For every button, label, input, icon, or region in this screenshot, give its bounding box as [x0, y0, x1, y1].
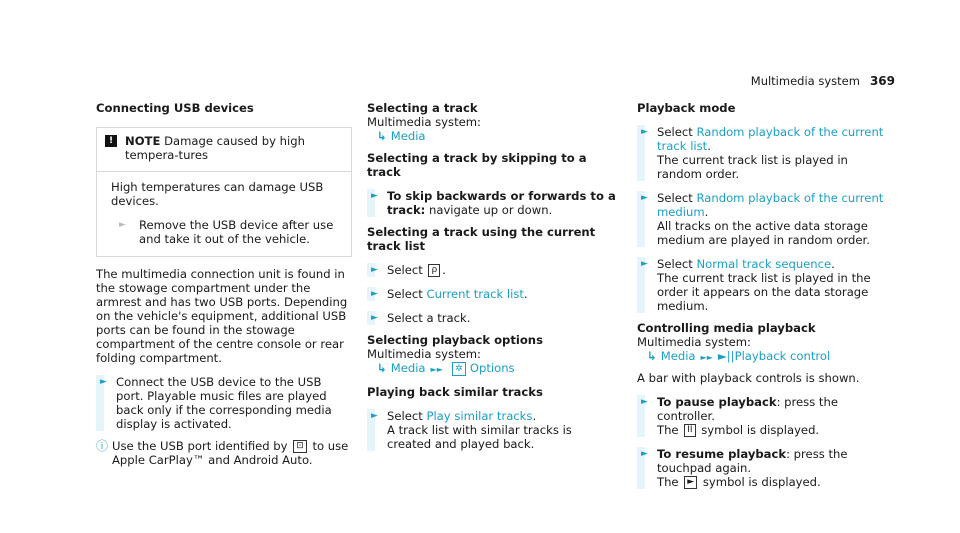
subheading: Playing back similar tracks — [367, 385, 543, 399]
step-arrow-icon: ► — [641, 397, 648, 407]
note-label: NOTE — [125, 134, 161, 148]
page-header — [751, 74, 895, 88]
subheading: Selecting playback options — [367, 333, 543, 347]
column-2 — [367, 101, 619, 451]
page-number: 369 — [869, 74, 895, 88]
divider — [97, 171, 351, 172]
subheading: Selecting a track using the current track list — [367, 225, 596, 253]
pause-icon: II — [684, 424, 695, 437]
section-title: Multimedia system — [750, 74, 860, 88]
step-arrow-icon: ► — [641, 193, 648, 203]
system-label: Multimedia system: — [367, 115, 481, 129]
double-chevron-icon: ►► — [430, 365, 443, 374]
subheading: Selecting a track by skipping to a track — [367, 151, 587, 179]
section-heading: Connecting USB devices — [96, 101, 254, 115]
step-pause: ► To pause playback: press the controller. The II symbol is displayed. — [637, 395, 895, 437]
step-resume: ► To resume playback: press the touchpad again. The ► symbol is displayed. — [637, 447, 895, 489]
step-arrow-icon: ► — [119, 220, 126, 230]
step-skip: ► To skip backwards or forwards to a track: navigate up or down. — [367, 189, 619, 217]
system-label: Multimedia system: — [637, 335, 751, 349]
note-box — [96, 127, 352, 257]
warning-icon: ! — [105, 135, 117, 147]
step-arrow-icon: ► — [371, 411, 378, 421]
step-arrow-icon: ► — [371, 191, 378, 201]
step-search: ► Select ρ . — [367, 263, 619, 277]
hint: ⓘ Use the USB port identified by ⊡ to use Apple CarPlay™ and Android Auto. — [96, 439, 349, 467]
menu-path: ↳ Media ►► ✲ Options — [377, 361, 515, 375]
controls-description: A bar with playback controls is shown. — [637, 371, 860, 385]
play-icon: ► — [684, 476, 697, 489]
path-hook-icon: ↳ — [377, 361, 387, 375]
step-arrow-icon: ► — [641, 449, 648, 459]
step-arrow-icon: ► — [641, 259, 648, 269]
path-hook-icon: ↳ — [647, 349, 657, 363]
menu-path: ↳ Media ►► ►||Playback control — [647, 349, 831, 363]
gear-icon: ✲ — [452, 362, 466, 376]
note-body: High temperatures can damage USB devices. — [111, 180, 324, 208]
step-mode-2: ► Select Random playback of the current medium. All tracks on the active data storage medium are played in random order. — [637, 191, 895, 247]
step-arrow-icon: ► — [371, 265, 378, 275]
usb-description: The multimedia connection unit is found in the stowage compartment under the armrest and has two USB ports. Depending on the vehicle's equipment, additional USB ports can be found in the stowage compartment of the centre console or rear folding compartment. — [96, 267, 348, 365]
step-mode-1: ► Select Random playback of the current track list. The current track list is played in random order. — [637, 125, 895, 181]
step-arrow-icon: ► — [641, 127, 648, 137]
step-current-list: ► Select Current track list. — [367, 287, 619, 301]
step-arrow-icon: ► — [371, 289, 378, 299]
step-arrow-icon: ► — [371, 313, 378, 323]
search-icon: ρ — [428, 264, 440, 277]
system-label: Multimedia system: — [367, 347, 481, 361]
double-chevron-icon: ►► — [700, 353, 713, 362]
section-heading: Selecting a track — [367, 101, 478, 115]
step-select-track: ► Select a track. — [367, 311, 619, 325]
step-connect: ► Connect the USB device to the USB port. Playable music files are played back only if the corresponding media display is activated. — [96, 375, 352, 431]
step-mode-3: ► Select Normal track sequence. The current track list is played in the order it appears on the data storage medium. — [637, 257, 895, 313]
path-hook-icon: ↳ — [377, 129, 387, 143]
section-heading: Playback mode — [637, 101, 736, 115]
column-3 — [637, 101, 895, 489]
note-title: Damage caused by high tempera-tures — [125, 134, 305, 162]
note-step: ► Remove the USB device after use and take it out of the vehicle. — [119, 218, 334, 246]
usb-port-icon: ⊡ — [293, 440, 307, 453]
info-icon: ⓘ — [96, 439, 109, 453]
subheading: Controlling media playback — [637, 321, 816, 335]
step-arrow-icon: ► — [100, 377, 107, 387]
menu-path: ↳ Media — [377, 129, 426, 143]
step-similar: ► Select Play similar tracks. A track list with similar tracks is created and played back. — [367, 409, 619, 451]
column-1 — [96, 101, 352, 467]
